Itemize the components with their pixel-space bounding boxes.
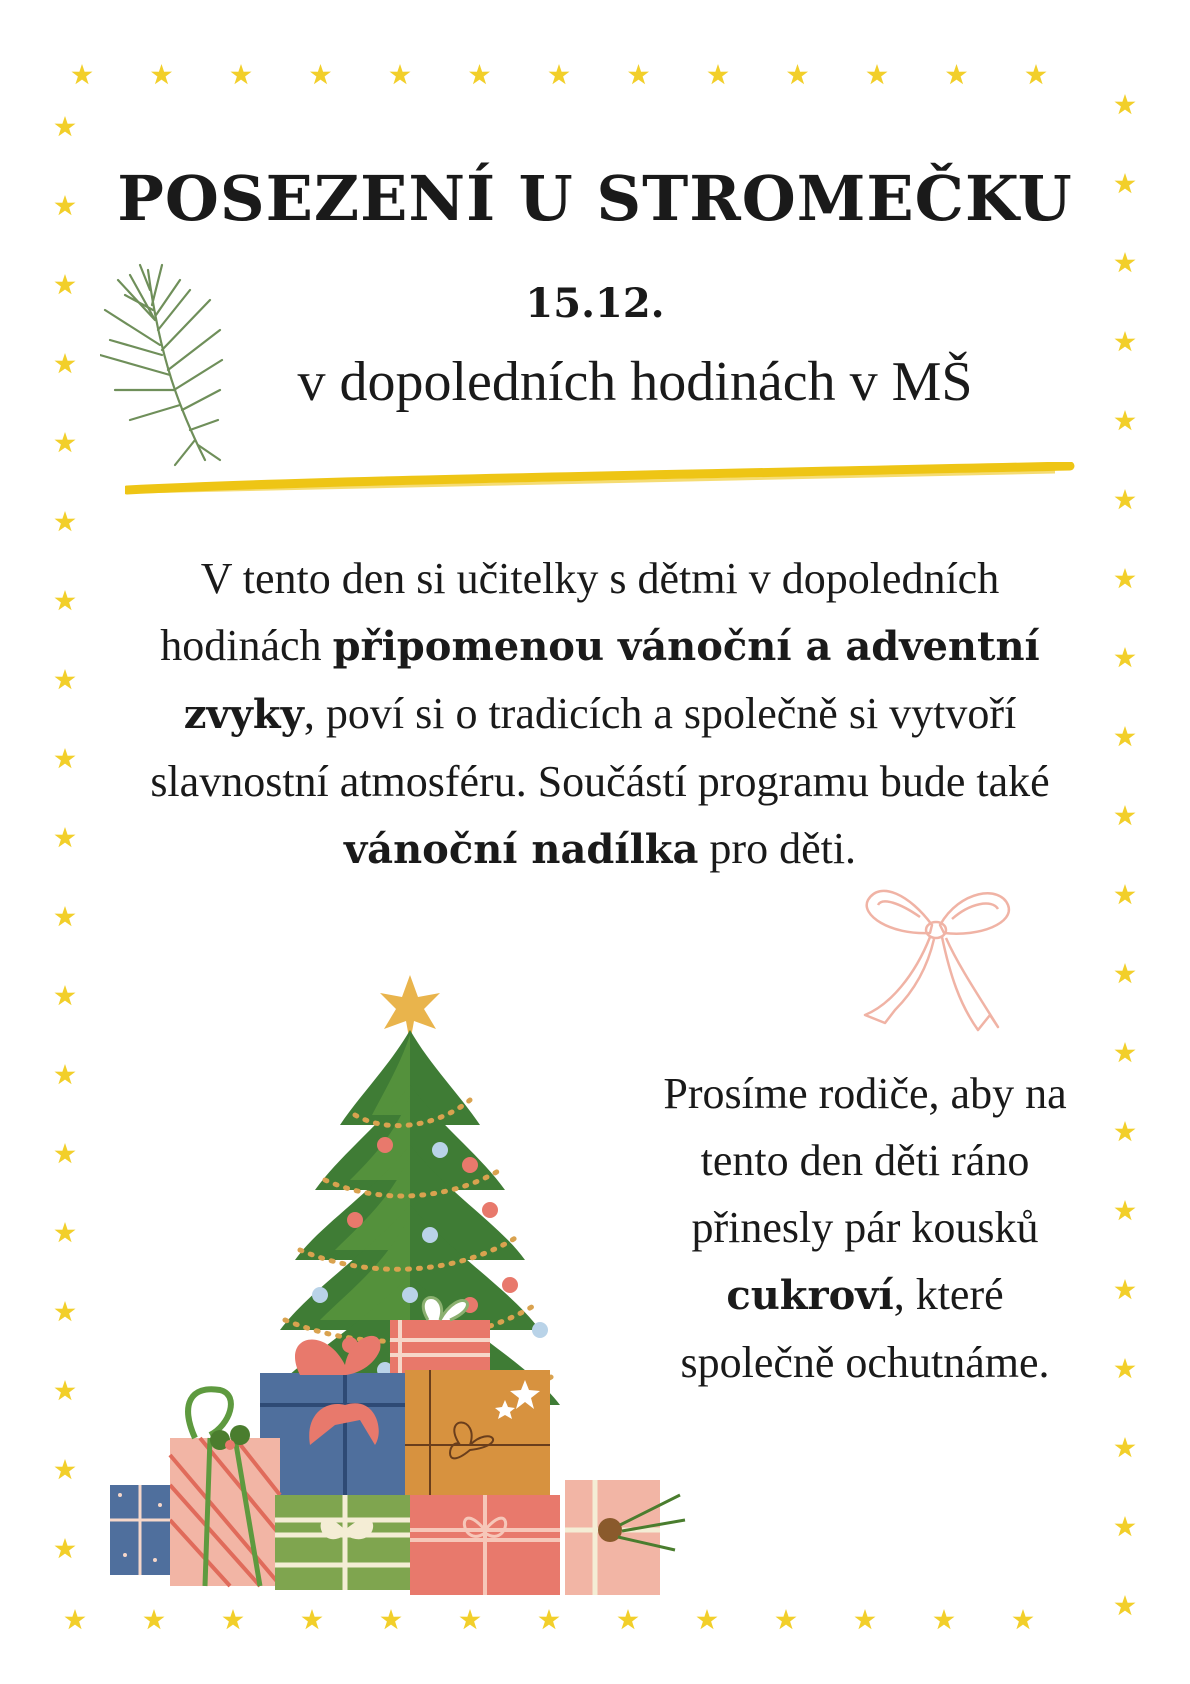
star-icon: [1115, 94, 1136, 114]
gift-box-icon: [565, 1480, 685, 1595]
description-text-2: , poví si o tradicích a společně si vytvoří slavnostní atmosféru. Součástí programu bude také: [150, 689, 1050, 806]
star-icon: [1115, 331, 1136, 351]
star-icon: [1115, 1595, 1136, 1615]
star-icon: [1115, 1042, 1136, 1062]
star-icon: [55, 669, 76, 689]
star-icon: [144, 1609, 165, 1629]
star-icon: [55, 1538, 76, 1558]
gift-box-icon: [410, 1495, 560, 1595]
star-icon: [55, 1380, 76, 1400]
gift-box-icon: [275, 1495, 415, 1590]
description-bold-1: připomenou vánoční a adventní zvyky: [183, 623, 1040, 738]
star-icon: [787, 64, 808, 84]
request-text-1: Prosíme rodiče, aby na tento den děti ráno přinesly pár kousků: [663, 1069, 1067, 1252]
star-icon: [55, 1301, 76, 1321]
star-icon: [946, 64, 967, 84]
page-title: POSEZENÍ U STROMEČKU: [117, 162, 1073, 235]
star-icon: [55, 511, 76, 531]
parents-request: [660, 1060, 1070, 1396]
star-icon: [460, 1609, 481, 1629]
event-description: [120, 545, 1080, 883]
star-icon: [310, 64, 331, 84]
star-icon: [151, 64, 172, 84]
event-time-place: v dopoledních hodinách v MŠ: [297, 351, 973, 413]
star-icon: [55, 1064, 76, 1084]
star-icon: [934, 1609, 955, 1629]
star-icon: [302, 1609, 323, 1629]
star-icon: [55, 590, 76, 610]
star-icon: [231, 64, 252, 84]
star-icon: [1115, 884, 1136, 904]
christmas-tree-gifts-icon: [110, 975, 710, 1605]
request-text-2: , které společně ochutnáme.: [680, 1270, 1050, 1387]
ribbon-bow-icon: [860, 875, 1020, 1035]
star-icon: [549, 64, 570, 84]
star-icon: [1115, 1358, 1136, 1378]
star-icon: [1115, 1516, 1136, 1536]
gift-box-icon: [110, 1485, 170, 1575]
star-icon: [697, 1609, 718, 1629]
star-icon: [539, 1609, 560, 1629]
star-icon: [1026, 64, 1047, 84]
description-bold-2: vánoční nadílka: [343, 826, 699, 873]
star-icon: [55, 985, 76, 1005]
star-icon: [1115, 963, 1136, 983]
star-icon: [1115, 726, 1136, 746]
star-icon: [1115, 252, 1136, 272]
star-icon: [1115, 568, 1136, 588]
star-icon: [55, 906, 76, 926]
star-icon: [1013, 1609, 1034, 1629]
star-icon: [390, 64, 411, 84]
star-icon: [223, 1609, 244, 1629]
star-icon: [1115, 1121, 1136, 1141]
event-date: 15.12.: [525, 280, 665, 327]
star-icon: [55, 748, 76, 768]
star-icon: [55, 827, 76, 847]
star-icon: [1115, 1437, 1136, 1457]
yellow-underline: [125, 462, 1075, 502]
star-icon: [628, 64, 649, 84]
star-icon: [55, 1222, 76, 1242]
star-icon: [381, 1609, 402, 1629]
description-text-1: V tento den si učitelky s dětmi v dopoledních hodinách: [160, 554, 1000, 670]
star-icon: [1115, 489, 1136, 509]
star-icon: [867, 64, 888, 84]
star-icon: [776, 1609, 797, 1629]
gift-box-icon: [405, 1370, 550, 1500]
star-icon: [855, 1609, 876, 1629]
star-icon: [72, 64, 93, 84]
star-icon: [55, 1459, 76, 1479]
request-bold-1: cukroví: [726, 1272, 894, 1319]
star-icon: [1115, 1279, 1136, 1299]
description-text-3: pro děti.: [698, 824, 857, 873]
star-icon: [55, 116, 76, 136]
star-icon: [55, 432, 76, 452]
star-icon: [1115, 805, 1136, 825]
star-icon: [469, 64, 490, 84]
star-icon: [55, 1143, 76, 1163]
star-icon: [708, 64, 729, 84]
star-icon: [1115, 647, 1136, 667]
star-icon: [1115, 1200, 1136, 1220]
star-icon: [65, 1609, 86, 1629]
star-icon: [618, 1609, 639, 1629]
